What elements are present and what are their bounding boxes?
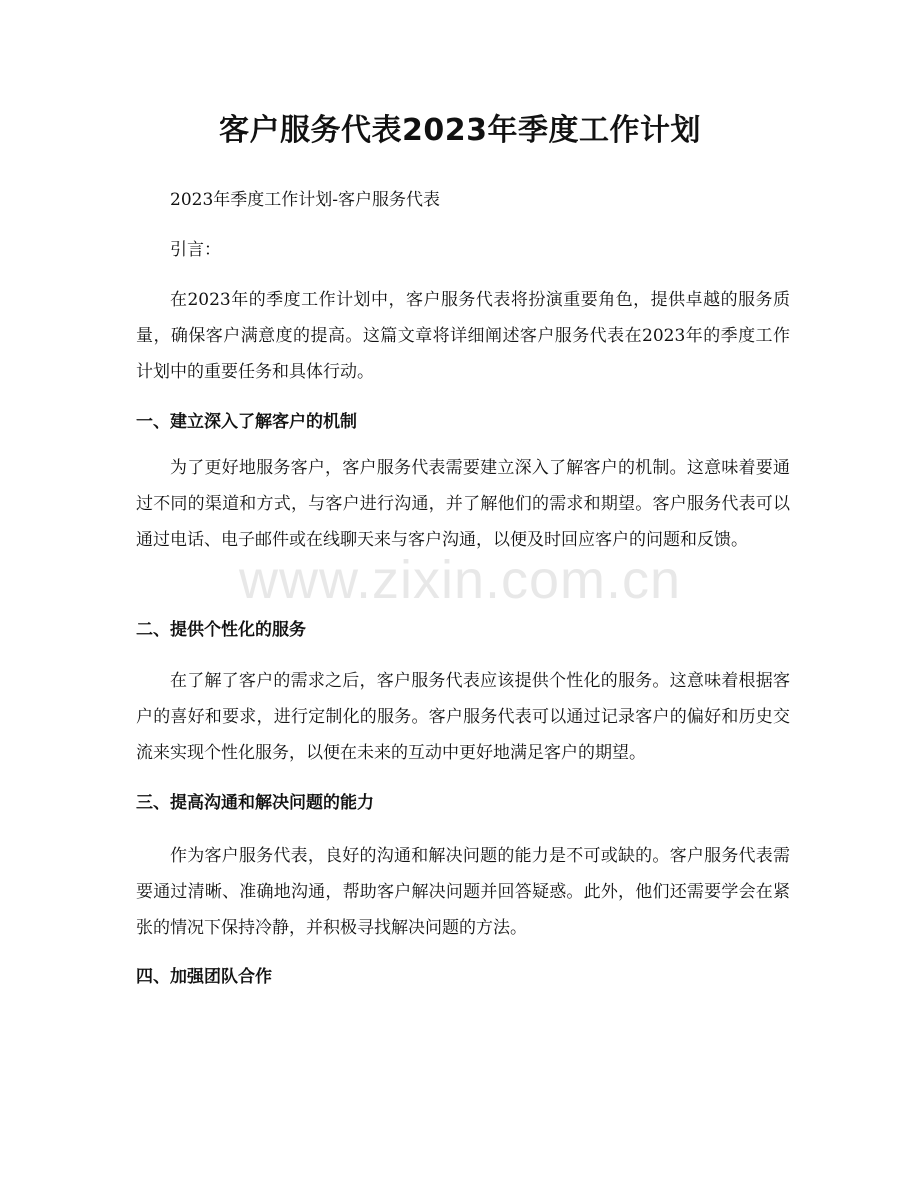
section-heading-3: 三、提高沟通和解决问题的能力 [136,793,374,813]
section-heading-1: 一、建立深入了解客户的机制 [136,412,357,432]
section-body-1: 为了更好地服务客户，客户服务代表需要建立深入了解客户的机制。这意味着要通过不同的渠道和方式，与客户进行沟通，并了解他们的需求和期望。客户服务代表可以通过电话、电子邮件或在线聊天来与客户沟通，以便及时回应客户的问题和反馈。 [136,458,790,550]
document-subtitle: 2023年季度工作计划-客户服务代表 [170,190,441,210]
intro-paragraph: 在2023年的季度工作计划中，客户服务代表将扮演重要角色，提供卓越的服务质量，确保客户满意度的提高。这篇文章将详细阐述客户服务代表在2023年的季度工作计划中的重要任务和具体行动。 [136,290,790,382]
section-body-2: 在了解了客户的需求之后，客户服务代表应该提供个性化的服务。这意味着根据客户的喜好和要求，进行定制化的服务。客户服务代表可以通过记录客户的偏好和历史交流来实现个性化服务，以便在未来的互动中更好地满足客户的期望。 [136,671,790,763]
intro-label: 引言： [170,240,221,260]
watermark: www.zixin.com.cn [238,550,682,610]
section-body-3: 作为客户服务代表，良好的沟通和解决问题的能力是不可或缺的。客户服务代表需要通过清晰、准确地沟通，帮助客户解决问题并回答疑惑。此外，他们还需要学会在紧张的情况下保持冷静，并积极寻找解决问题的方法。 [136,846,790,938]
section-heading-2: 二、提供个性化的服务 [136,620,306,640]
section-heading-4: 四、加强团队合作 [136,967,272,987]
document-title: 客户服务代表2023年季度工作计划 [219,113,701,148]
